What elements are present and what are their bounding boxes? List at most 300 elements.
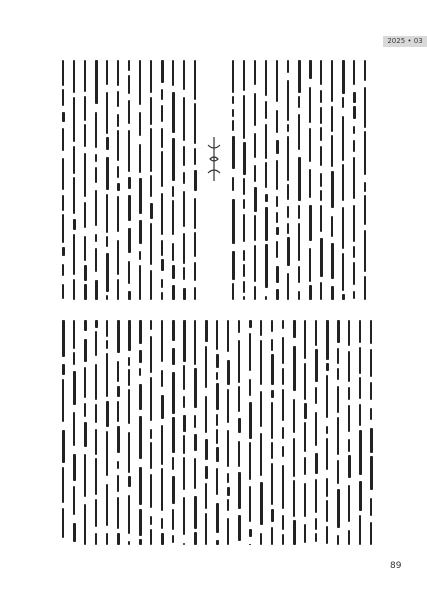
- script-line-segment: [320, 146, 322, 166]
- script-line-segment: [249, 442, 251, 480]
- script-line-segment: [150, 270, 152, 300]
- script-line-segment: [287, 136, 289, 181]
- script-line-segment: [287, 237, 290, 266]
- script-line-segment: [249, 379, 251, 396]
- script-line-segment: [265, 296, 267, 300]
- script-line-segment: [370, 382, 372, 400]
- script-line-segment: [315, 412, 317, 446]
- script-line-segment: [315, 518, 317, 530]
- script-line-segment: [84, 236, 86, 261]
- script-line-segment: [320, 90, 322, 103]
- script-line-segment: [161, 468, 163, 511]
- script-line-segment: [117, 114, 119, 127]
- script-line-segment: [161, 395, 164, 419]
- script-line-segment: [106, 353, 108, 397]
- script-line-segment: [271, 463, 273, 505]
- script-line-segment: [227, 430, 229, 467]
- script-line-segment: [232, 251, 235, 280]
- script-line-segment: [106, 137, 109, 150]
- script-line-segment: [249, 402, 252, 439]
- script-line-segment: [150, 529, 152, 545]
- script-line-segment: [84, 504, 86, 545]
- script-line-segment: [293, 320, 296, 338]
- script-line-segment: [216, 429, 218, 444]
- script-line-segment: [117, 475, 119, 492]
- script-line-segment: [320, 173, 322, 187]
- script-line-segment: [161, 292, 163, 300]
- script-line-segment: [183, 497, 185, 535]
- script-line-segment: [232, 120, 234, 131]
- script-line-segment: [348, 351, 350, 382]
- script-line-segment: [287, 184, 289, 200]
- script-line-segment: [348, 530, 350, 545]
- script-line-segment: [331, 216, 333, 237]
- script-line-segment: [73, 523, 76, 542]
- script-line-segment: [254, 286, 256, 300]
- script-line-segment: [353, 140, 355, 152]
- script-line-segment: [183, 320, 186, 362]
- script-line-segment: [106, 253, 109, 292]
- script-line-segment: [73, 320, 75, 349]
- script-line-segment: [276, 212, 278, 223]
- script-line-segment: [249, 486, 251, 522]
- script-line-segment: [95, 404, 97, 423]
- script-line-segment: [205, 513, 207, 545]
- script-line-segment: [73, 486, 75, 515]
- script-line-segment: [139, 320, 142, 344]
- script-line-segment: [73, 146, 75, 174]
- script-line-segment: [249, 529, 252, 537]
- script-line-segment: [359, 377, 361, 399]
- script-line-segment: [183, 267, 185, 280]
- script-line-segment: [287, 124, 289, 132]
- script-line-segment: [172, 476, 175, 504]
- script-line-segment: [183, 97, 185, 141]
- script-line-segment: [161, 518, 163, 529]
- script-line-segment: [205, 346, 207, 388]
- script-line-segment: [216, 383, 219, 410]
- script-line-segment: [326, 375, 328, 418]
- script-line-segment: [117, 196, 119, 232]
- script-line-segment: [106, 340, 108, 349]
- script-line-segment: [194, 434, 197, 451]
- script-line-segment: [128, 177, 131, 189]
- script-line-segment: [271, 390, 274, 398]
- script-line-segment: [232, 60, 234, 93]
- script-line-segment: [161, 279, 163, 288]
- script-line-segment: [84, 367, 86, 398]
- script-line-segment: [139, 539, 142, 545]
- script-line-segment: [95, 320, 98, 328]
- script-line-segment: [309, 87, 311, 123]
- script-line-segment: [342, 207, 344, 249]
- script-line-segment: [216, 372, 218, 380]
- script-line-segment: [254, 93, 256, 126]
- script-line-segment: [232, 283, 234, 300]
- script-line-segment: [287, 273, 289, 300]
- script-line-segment: [271, 354, 274, 385]
- script-line-segment: [298, 266, 300, 283]
- script-line-segment: [128, 261, 130, 284]
- script-line-segment: [183, 415, 186, 432]
- script-line-segment: [216, 320, 218, 350]
- script-line-segment: [128, 291, 131, 300]
- script-line-segment: [331, 135, 333, 167]
- script-line-segment: [348, 320, 350, 346]
- script-line-segment: [172, 138, 175, 181]
- script-line-segment: [227, 499, 229, 511]
- script-line-segment: [320, 238, 323, 277]
- script-line-segment: [271, 320, 273, 332]
- script-line-segment: [150, 223, 152, 265]
- script-line-segment: [309, 169, 311, 198]
- script-line-segment: [194, 458, 196, 489]
- script-line-segment: [238, 340, 240, 383]
- script-line-segment: [194, 532, 197, 545]
- script-line-segment: [243, 60, 245, 91]
- script-line-segment: [353, 291, 355, 299]
- script-line-segment: [194, 60, 196, 100]
- script-line-segment: [62, 284, 64, 299]
- script-line-segment: [150, 128, 152, 172]
- script-line-segment: [359, 515, 361, 545]
- script-line-segment: [353, 246, 355, 258]
- script-line-segment: [172, 457, 174, 470]
- script-line-segment: [150, 175, 152, 197]
- script-line-segment: [161, 533, 164, 545]
- script-line-segment: [62, 60, 64, 86]
- script-line-segment: [304, 483, 306, 517]
- script-line-segment: [73, 97, 75, 142]
- script-line-segment: [243, 264, 245, 277]
- script-line-segment: [62, 320, 65, 357]
- page-number: 89: [390, 561, 402, 571]
- script-line-segment: [249, 544, 251, 545]
- script-line-segment: [161, 259, 164, 271]
- script-line-segment: [95, 167, 97, 183]
- script-line-segment: [364, 131, 366, 175]
- script-line-segment: [342, 164, 344, 201]
- script-line-segment: [287, 80, 289, 121]
- script-line-segment: [227, 389, 229, 423]
- script-line-segment: [95, 190, 97, 226]
- script-line-segment: [128, 195, 131, 221]
- script-line-segment: [243, 95, 245, 139]
- script-line-segment: [205, 396, 207, 433]
- script-line-segment: [238, 320, 240, 333]
- script-line-segment: [282, 337, 284, 364]
- script-line-segment: [359, 404, 361, 426]
- script-line-segment: [183, 396, 185, 408]
- script-line-segment: [227, 487, 230, 496]
- script-line-segment: [95, 248, 97, 272]
- script-line-segment: [337, 535, 339, 545]
- script-line-segment: [128, 369, 130, 386]
- script-line-segment: [117, 320, 120, 353]
- script-line-segment: [150, 377, 152, 421]
- script-line-segment: [128, 320, 131, 351]
- script-line-segment: [238, 386, 240, 412]
- script-line-segment: [62, 195, 64, 211]
- script-line-segment: [73, 279, 75, 300]
- script-line-segment: [287, 223, 289, 234]
- script-line-segment: [320, 205, 322, 232]
- script-line-segment: [331, 171, 334, 208]
- script-line-segment: [337, 348, 339, 364]
- script-line-segment: [276, 140, 279, 154]
- script-line-segment: [326, 478, 328, 497]
- script-line-segment: [364, 276, 366, 300]
- script-line-segment: [128, 495, 130, 534]
- script-line-segment: [161, 105, 163, 122]
- script-line-segment: [205, 320, 208, 342]
- script-line-segment: [194, 262, 196, 281]
- script-line-segment: [337, 386, 339, 413]
- script-line-segment: [260, 320, 262, 336]
- script-line-segment: [265, 162, 267, 188]
- script-line-segment: [183, 172, 185, 184]
- script-line-segment: [106, 431, 108, 476]
- script-line-segment: [84, 422, 87, 447]
- script-line-segment: [106, 484, 108, 526]
- script-line-segment: [276, 60, 278, 102]
- script-line-segment: [128, 476, 131, 487]
- script-line-segment: [298, 223, 300, 261]
- script-line-segment: [194, 198, 196, 229]
- script-line-segment: [243, 199, 245, 209]
- script-line-segment: [254, 60, 256, 85]
- script-line-segment: [326, 500, 328, 522]
- script-line-segment: [370, 522, 372, 545]
- script-line-segment: [117, 497, 119, 529]
- script-line-segment: [150, 336, 152, 373]
- script-line-segment: [106, 60, 108, 85]
- script-line-segment: [276, 227, 279, 235]
- script-line-segment: [84, 284, 87, 300]
- script-line-segment: [348, 455, 351, 478]
- script-line-segment: [117, 240, 119, 275]
- script-line-segment: [337, 320, 340, 343]
- script-line-segment: [106, 320, 108, 337]
- script-line-segment: [298, 157, 301, 201]
- script-line-segment: [326, 363, 329, 371]
- script-line-segment: [326, 320, 329, 360]
- script-line-segment: [276, 196, 278, 207]
- script-line-segment: [315, 349, 318, 382]
- script-line-segment: [342, 294, 345, 300]
- script-line-segment: [265, 194, 268, 202]
- script-line-segment: [238, 515, 241, 541]
- script-line-segment: [139, 416, 142, 459]
- script-line-segment: [95, 533, 97, 545]
- script-line-segment: [95, 280, 98, 300]
- script-line-segment: [172, 372, 175, 414]
- script-line-segment: [150, 474, 152, 508]
- script-line-segment: [216, 414, 218, 426]
- script-line-segment: [117, 130, 119, 161]
- script-line-segment: [128, 60, 130, 71]
- script-line-segment: [172, 200, 174, 235]
- script-line-segment: [139, 384, 142, 410]
- script-line-segment: [353, 60, 355, 85]
- script-line-segment: [139, 251, 141, 260]
- script-line-segment: [183, 146, 185, 166]
- script-line-segment: [161, 370, 163, 387]
- script-line-segment: [117, 533, 120, 545]
- script-line-segment: [95, 331, 97, 356]
- script-line-segment: [309, 285, 312, 300]
- script-line-segment: [161, 89, 163, 100]
- script-line-segment: [139, 144, 141, 173]
- script-line-segment: [62, 467, 64, 503]
- script-line-segment: [117, 60, 119, 86]
- script-line-segment: [331, 60, 333, 102]
- script-line-segment: [265, 244, 268, 288]
- script-line-segment: [298, 96, 300, 108]
- script-line-segment: [331, 243, 334, 279]
- script-line-segment: [260, 433, 262, 476]
- script-line-segment: [315, 533, 317, 542]
- script-line-segment: [172, 285, 175, 300]
- script-line-segment: [370, 428, 373, 453]
- script-line-segment: [161, 240, 163, 256]
- script-line-segment: [205, 466, 208, 479]
- script-line-segment: [216, 468, 218, 495]
- script-line-segment: [161, 320, 163, 362]
- script-line-segment: [62, 508, 64, 538]
- script-line-segment: [139, 265, 141, 300]
- script-line-segment: [249, 333, 251, 371]
- script-line-segment: [370, 498, 372, 516]
- script-line-segment: [309, 60, 312, 79]
- script-line-segment: [293, 346, 296, 391]
- script-line-segment: [342, 116, 344, 161]
- script-line-segment: [106, 533, 108, 545]
- script-line-segment: [254, 215, 256, 241]
- script-line-segment: [128, 75, 130, 94]
- script-line-segment: [353, 262, 355, 285]
- script-line-segment: [117, 279, 119, 300]
- script-line-segment: [265, 207, 268, 241]
- script-line-segment: [304, 524, 306, 543]
- script-line-segment: [348, 405, 350, 432]
- script-line-segment: [216, 540, 219, 545]
- script-line-segment: [298, 60, 301, 93]
- script-line-segment: [271, 442, 273, 459]
- script-line-segment: [172, 186, 174, 197]
- script-line-segment: [298, 114, 300, 150]
- script-line-segment: [62, 89, 64, 106]
- script-line-segment: [331, 286, 334, 300]
- script-line-segment: [326, 426, 328, 434]
- script-line-segment: [62, 158, 64, 190]
- script-line-segment: [172, 535, 174, 543]
- script-line-segment: [271, 402, 273, 439]
- script-line-segment: [183, 191, 185, 227]
- script-line-segment: [194, 415, 196, 428]
- script-line-segment: [106, 236, 108, 247]
- script-line-segment: [276, 266, 279, 283]
- script-line-segment: [84, 124, 86, 147]
- script-line-segment: [287, 206, 289, 218]
- script-line-segment: [309, 248, 311, 282]
- script-line-segment: [150, 97, 152, 125]
- script-line-segment: [106, 194, 108, 233]
- script-line-segment: [161, 151, 163, 187]
- script-line-segment: [227, 320, 229, 352]
- script-line-segment: [84, 339, 87, 362]
- script-line-segment: [194, 368, 197, 408]
- script-line-segment: [370, 456, 373, 490]
- script-line-segment: [243, 214, 245, 242]
- script-line-segment: [260, 533, 262, 545]
- script-line-segment: [359, 320, 361, 343]
- script-line-segment: [172, 348, 175, 365]
- script-line-segment: [232, 199, 235, 244]
- script-line-segment: [243, 296, 245, 300]
- script-line-segment: [293, 520, 296, 545]
- script-line-segment: [337, 368, 339, 380]
- script-line-segment: [73, 234, 75, 275]
- script-line-segment: [128, 100, 130, 124]
- script-line-segment: [342, 97, 344, 108]
- script-line-segment: [276, 289, 279, 300]
- script-line-segment: [194, 148, 196, 165]
- script-line-segment: [282, 320, 284, 329]
- script-line-segment: [172, 320, 175, 341]
- script-line-segment: [128, 357, 130, 366]
- script-line-segment: [260, 340, 262, 385]
- script-line-segment: [315, 479, 317, 513]
- script-line-segment: [172, 92, 175, 133]
- script-line-segment: [227, 518, 229, 545]
- script-line-segment: [348, 439, 350, 452]
- script-line-segment: [150, 442, 152, 469]
- script-line-segment: [117, 401, 119, 422]
- script-line-segment: [243, 250, 245, 261]
- script-line-segment: [353, 205, 355, 242]
- script-line-segment: [238, 472, 241, 509]
- script-line-segment: [73, 352, 75, 365]
- script-line-segment: [282, 389, 284, 421]
- script-line-segment: [348, 387, 350, 400]
- script-line-segment: [320, 282, 322, 300]
- script-line-segment: [243, 281, 245, 293]
- script-line-segment: [117, 183, 120, 191]
- script-line-segment: [194, 320, 196, 365]
- script-line-segment: [84, 153, 86, 197]
- script-line-segment: [304, 403, 307, 419]
- script-line-segment: [62, 214, 64, 243]
- script-line-segment: [139, 467, 142, 505]
- script-line-segment: [315, 320, 317, 346]
- script-line-segment: [150, 203, 153, 219]
- script-line-segment: [216, 354, 219, 368]
- script-line-segment: [265, 60, 267, 96]
- script-line-segment: [139, 178, 142, 214]
- script-line-segment: [95, 154, 97, 162]
- script-line-segment: [265, 101, 267, 119]
- script-line-segment: [282, 515, 284, 530]
- script-line-segment: [260, 391, 262, 427]
- script-line-segment: [128, 432, 130, 473]
- script-line-segment: [150, 429, 152, 439]
- script-line-segment: [238, 418, 241, 433]
- script-line-segment: [359, 430, 362, 475]
- script-line-segment: [364, 60, 366, 81]
- script-line-segment: [161, 60, 164, 83]
- script-line-segment: [183, 288, 186, 300]
